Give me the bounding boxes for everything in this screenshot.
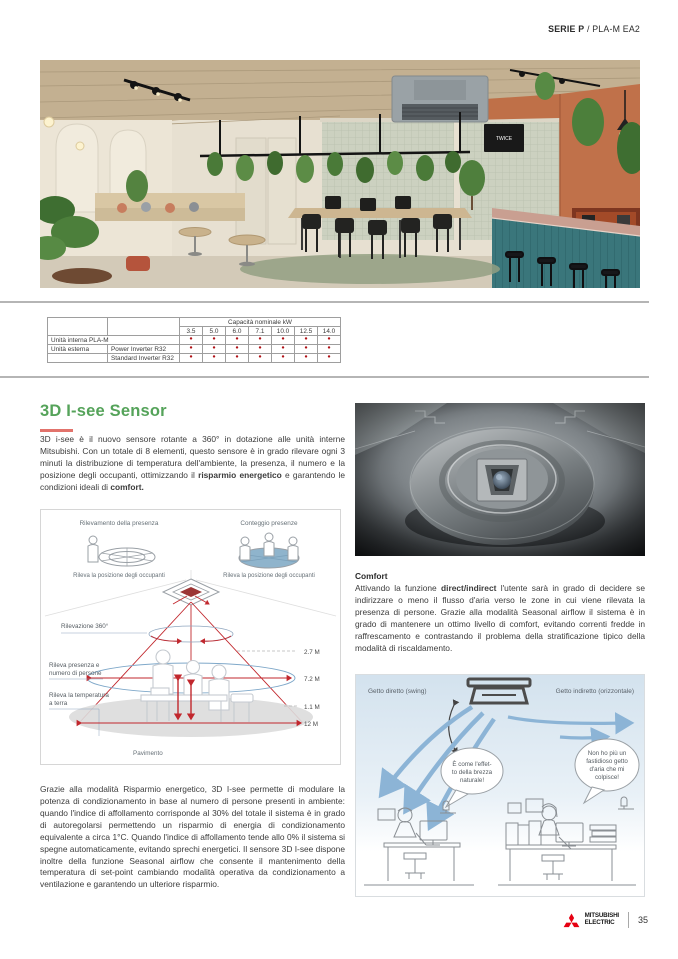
comfort-text-1: Attivando la funzione (355, 583, 442, 593)
bubble-right-line: d'aria che mi (589, 766, 625, 773)
section-title: 3D I-see Sensor (40, 402, 167, 420)
table-row: Unità esterna Power Inverter R32 ● ● ● ● ● ● ● (48, 345, 341, 354)
mitsubishi-logo-icon (561, 913, 582, 928)
presence-title-left: Rilevamento della presenza (79, 520, 159, 527)
comfort-text-2: l'utente sarà in grado di decidere se indirizzare o meno il flusso d'aria verso le zone in cui viene rilevata la presenza di persone. Grazie alla modalità Seasonal airflow il sistema è in grado di mantenere un ottimo livello di comfort, evitando correnti fredde in raffrescamento e contrastando il problema della stratificazione tipico della modalità di riscaldamento. (355, 583, 645, 653)
intro-paragraph (40, 434, 345, 494)
comfort-bold: direct/indirect (441, 583, 497, 593)
airflow-diagram-illustration (356, 675, 644, 896)
table-row: 3.5 5.0 6.0 7.1 10.0 12.5 14.0 (48, 327, 341, 336)
intro-bold-1: risparmio energetico (198, 469, 282, 480)
presence-caption-right: Rileva la posizione degli occupanti (223, 573, 315, 579)
divider-rule-bottom (0, 376, 649, 378)
standard-inverter-label: Standard Inverter R32 (108, 354, 180, 363)
distance-2-7: 2.7 M (304, 649, 320, 656)
bubble-left-line: to della brezza (451, 769, 493, 776)
label-presence-2: numero di persone (49, 670, 102, 677)
floor-label: Pavimento (133, 750, 163, 757)
airflow-label-right: Getto indiretto (orizzontale) (555, 688, 634, 695)
capacity-table (47, 317, 341, 363)
page-footer (561, 912, 648, 928)
bubble-left-line: naturale! (459, 777, 485, 784)
series-label: SERIE P (548, 24, 585, 34)
bubble-left-line: È come l'effet- (452, 761, 492, 768)
airflow-diagram (355, 674, 645, 897)
intro-text-2: e garantendo le condizioni ideali di (40, 469, 345, 492)
table-row: Standard Inverter R32 ● ● ● ● ● ● ● (48, 354, 341, 363)
hero-photo (40, 60, 640, 288)
table-row: Unità interna PLA-M ● ● ● ● ● ● ● (48, 336, 341, 345)
brand-name (585, 913, 619, 927)
distance-12: 12 M (304, 721, 318, 728)
page-header (548, 24, 640, 34)
intro-text-1: 3D i-see è il nuovo sensore rotante a 360° in dotazione alle unità interne Mitsubishi. Con un totale di 8 elementi, questo sensore è in grado rilevare ogni 3 minuti la distribuzione di temperatura dell'ambiente, la presenza, il numero e la posizione degli occupanti, ottimizzando il (40, 434, 345, 480)
label-presence-1: Rileva presenza e (49, 662, 100, 669)
presence-diagram-illustration (41, 510, 340, 764)
divider-rule-top (0, 301, 649, 303)
power-inverter-label: Power Inverter R32 (108, 345, 180, 354)
page-number: 35 (637, 915, 648, 925)
presence-caption-left: Rileva la posizione degli occupanti (73, 573, 165, 579)
capacity-header: Capacità nominale kW (180, 318, 341, 327)
comfort-title: Comfort (355, 571, 388, 581)
bubble-right-line: colpisce! (594, 774, 620, 781)
brand-line-1: MITSUBISHI (584, 912, 619, 920)
distance-7-2: 7.2 M (304, 676, 320, 683)
table-row (48, 318, 341, 327)
model-label: / PLA-M EA2 (584, 24, 640, 34)
presence-title-right: Conteggio presenze (240, 520, 298, 527)
intro-bold-2: comfort. (110, 481, 144, 492)
availability-dot: ● (180, 336, 203, 345)
sensor-closeup-illustration (355, 403, 645, 556)
label-temp-1: Rileva la temperatura (49, 692, 109, 699)
distance-1-1: 1.1 M (304, 704, 320, 711)
outdoor-unit-label: Unità esterna (48, 345, 108, 354)
bubble-right-line: fastidioso getto (586, 758, 628, 765)
indoor-unit-label: Unità interna PLA-M (48, 336, 180, 345)
energy-paragraph: Grazie alla modalità Risparmio energetico, 3D I-see permette di modulare la potenza di condizionamento in base al numero di persone presenti in ambiente: quando l'indice di affollamento corrisponde al 30% del totale il sistema è in grado di autoregolarsi permettendo un risparmio di energia di condizionamento equivalente a circa 1°C. Quando l'indice di affollamento tende allo 0% il sistema si spegne automaticamente, evitando sprechi energetici. Il sensore 3D I-see dispone inoltre della funzione Seasonal airflow che consente il mantenimento della temperatura di set-point cambiando modalità operativa da condizionamento a ventilazione e garantendo un ulteriore risparmio. (40, 784, 345, 890)
footer-divider (628, 912, 629, 928)
section-title-underline (40, 429, 73, 432)
label-360: Rilevazione 360° (61, 623, 109, 630)
tv-screen-text: TWICE (495, 136, 513, 142)
presence-diagram (40, 509, 341, 765)
label-temp-2: a terra (49, 700, 68, 707)
comfort-paragraph (355, 583, 645, 655)
airflow-label-left: Getto diretto (swing) (368, 688, 427, 695)
sensor-photo (355, 403, 645, 556)
brand-line-2: ELECTRIC (584, 919, 615, 926)
cafe-interior-illustration (40, 60, 640, 288)
bubble-right-line: Non ho più un (587, 750, 627, 757)
